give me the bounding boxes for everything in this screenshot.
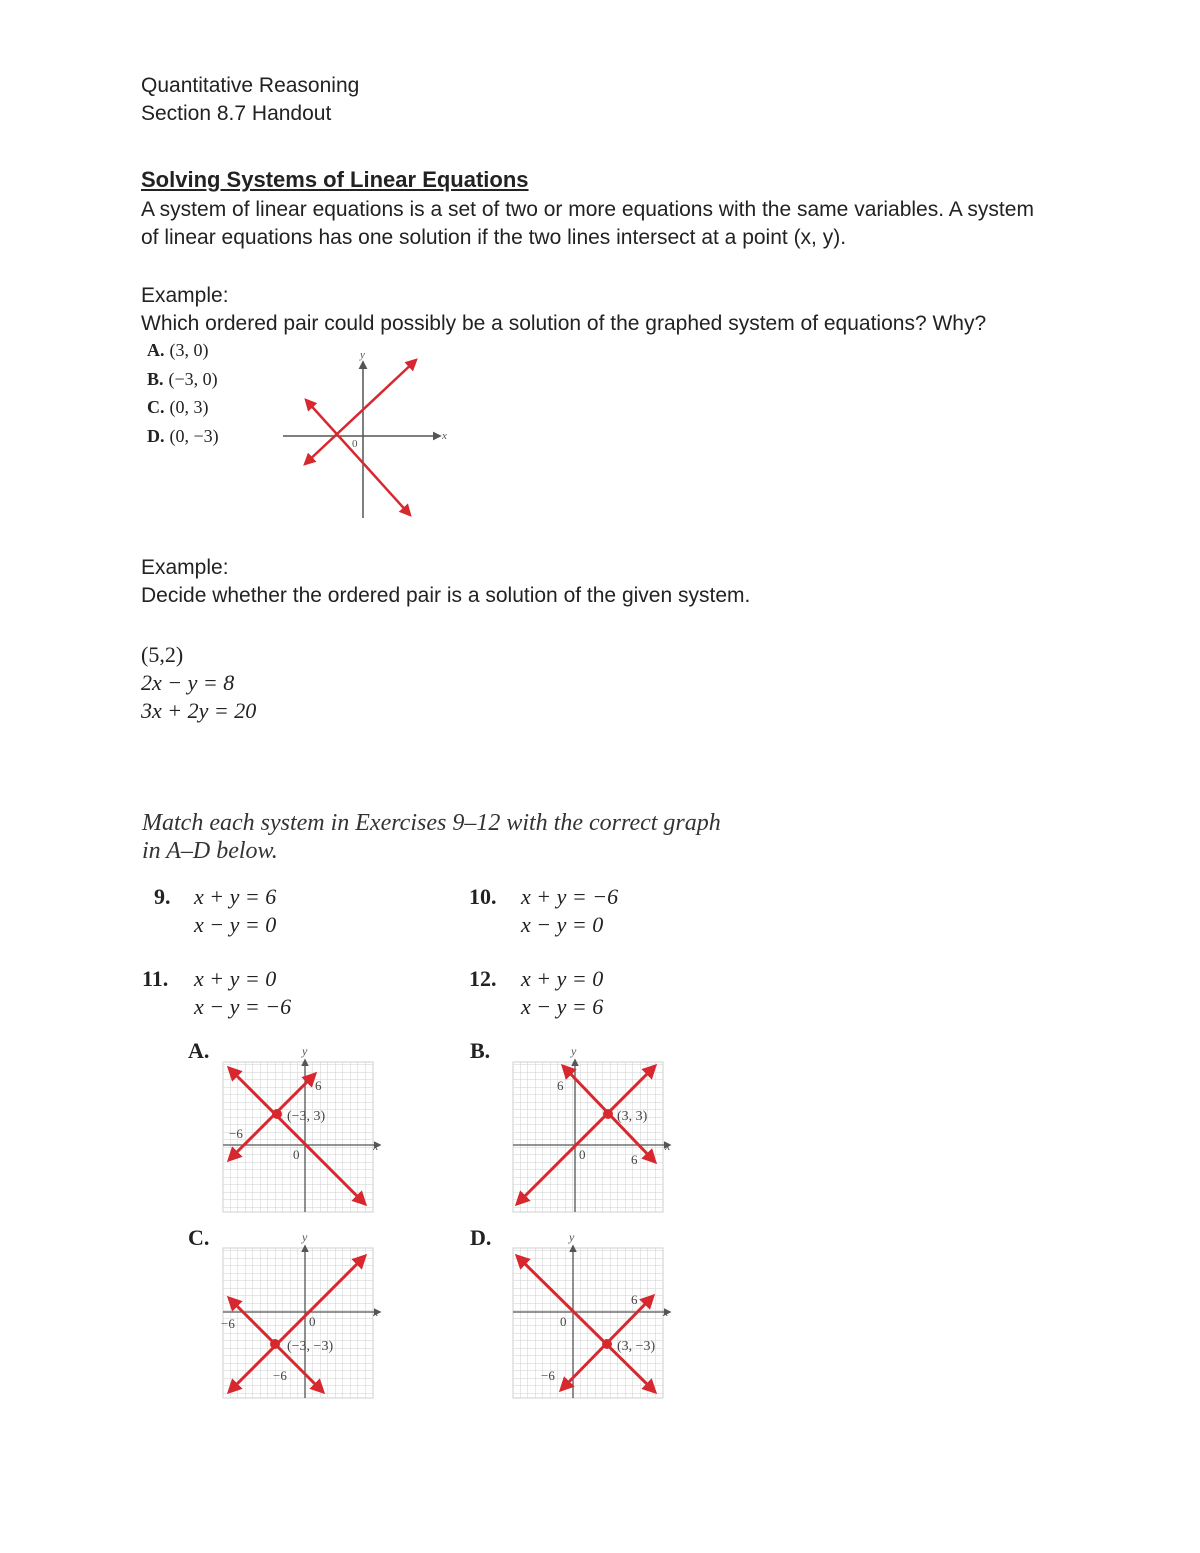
intersection-point xyxy=(272,1109,282,1119)
x-axis-label: x xyxy=(373,1305,379,1319)
intro-line-2: of linear equations has one solution if the two lines intersect at a point (x, y). xyxy=(141,226,847,249)
point-label: (−3, 3) xyxy=(287,1109,326,1124)
exercise-eq-1: x + y = 0 xyxy=(521,966,604,991)
exercise-eq-2: x − y = −6 xyxy=(194,994,292,1019)
exercise-11 xyxy=(142,965,442,1025)
example-2-question: Decide whether the ordered pair is a solution of the given system. xyxy=(141,584,751,607)
origin-label: 0 xyxy=(352,438,358,450)
option-letter: A. xyxy=(147,340,165,360)
exercise-12 xyxy=(469,965,769,1025)
match-instruction-1: Match each system in Exercises 9–12 with the correct graph xyxy=(142,810,721,836)
y-axis-label: y xyxy=(360,349,365,361)
tick-label: −6 xyxy=(541,1368,555,1383)
match-instruction-2: in A–D below. xyxy=(142,838,278,864)
tick-label: 6 xyxy=(631,1152,638,1167)
option-d xyxy=(147,422,219,451)
exercise-number: 10. xyxy=(469,884,497,909)
example-1-graph xyxy=(280,340,455,525)
origin-label: 0 xyxy=(579,1147,586,1162)
exercise-eq-2: x − y = 0 xyxy=(521,912,604,937)
x-axis-label: x xyxy=(663,1305,669,1319)
grid xyxy=(513,1248,663,1398)
example-1-question: Which ordered pair could possibly be a solution of the graphed system of equations? Why? xyxy=(141,312,987,335)
origin-label: 0 xyxy=(309,1314,316,1329)
tick-label: 6 xyxy=(315,1078,322,1093)
exercise-number: 9. xyxy=(154,884,171,909)
ordered-pair: (5,2) xyxy=(141,642,184,667)
line-2 xyxy=(306,400,410,515)
x-axis-label: x xyxy=(665,1139,671,1153)
option-letter: B. xyxy=(147,368,164,389)
section-heading: Solving Systems of Linear Equations xyxy=(141,167,529,192)
y-axis-label: y xyxy=(302,1044,308,1058)
option-value: (0, −3) xyxy=(169,425,219,446)
option-letter: C. xyxy=(147,397,165,417)
exercise-number: 11. xyxy=(142,966,169,991)
exercise-number: 12. xyxy=(469,966,497,991)
graph-d-label: D. xyxy=(470,1225,492,1250)
example-2-label: Example: xyxy=(141,556,229,579)
option-letter: D. xyxy=(147,425,165,446)
option-value: (−3, 0) xyxy=(168,368,218,389)
point-label: (3, −3) xyxy=(617,1339,656,1354)
intersection-point xyxy=(603,1109,613,1119)
origin-label: 0 xyxy=(293,1147,300,1162)
intersection-point xyxy=(602,1339,612,1349)
intersection-point xyxy=(270,1339,280,1349)
exercise-10 xyxy=(469,883,769,943)
option-a xyxy=(147,336,219,365)
exercise-eq-2: x − y = 6 xyxy=(521,994,604,1019)
graph-d xyxy=(505,1228,685,1403)
tick-label: −6 xyxy=(229,1126,243,1141)
y-axis-label: y xyxy=(302,1230,308,1244)
exercise-eq-1: x + y = 0 xyxy=(194,966,277,991)
y-axis-label: y xyxy=(571,1044,577,1058)
exercise-eq-2: x − y = 0 xyxy=(194,912,277,937)
tick-label: 6 xyxy=(631,1292,638,1307)
section-label: Section 8.7 Handout xyxy=(141,102,332,125)
graph-a-label: A. xyxy=(188,1038,210,1063)
tick-label: −6 xyxy=(273,1368,287,1383)
equation-1: 2x − y = 8 xyxy=(141,670,235,695)
option-c xyxy=(147,393,219,422)
point-label: (−3, −3) xyxy=(287,1339,334,1354)
answer-options xyxy=(147,336,219,450)
graph-b xyxy=(505,1042,685,1217)
graph-b-label: B. xyxy=(470,1038,491,1063)
graph-c-label: C. xyxy=(188,1225,210,1250)
option-value: (0, 3) xyxy=(169,397,209,417)
tick-label: 6 xyxy=(557,1078,564,1093)
x-axis-label: x xyxy=(442,430,447,442)
exercise-eq-1: x + y = −6 xyxy=(521,884,619,909)
tick-label: −6 xyxy=(221,1316,235,1331)
grid xyxy=(513,1062,663,1212)
course-title: Quantitative Reasoning xyxy=(141,74,360,97)
origin-label: 0 xyxy=(560,1314,567,1329)
intro-line-1: A system of linear equations is a set of two or more equations with the same variables. A system xyxy=(141,198,1034,221)
x-axis-label: x xyxy=(373,1139,379,1153)
equation-2: 3x + 2y = 20 xyxy=(141,698,257,723)
graph-a xyxy=(215,1042,395,1217)
exercise-9 xyxy=(142,883,442,943)
point-label: (3, 3) xyxy=(617,1109,648,1124)
option-value: (3, 0) xyxy=(169,340,209,360)
example-1-label: Example: xyxy=(141,284,229,307)
exercise-eq-1: x + y = 6 xyxy=(194,884,277,909)
option-b xyxy=(147,365,219,394)
line-1 xyxy=(305,360,416,464)
graph-c xyxy=(215,1228,395,1403)
y-axis-label: y xyxy=(569,1230,575,1244)
